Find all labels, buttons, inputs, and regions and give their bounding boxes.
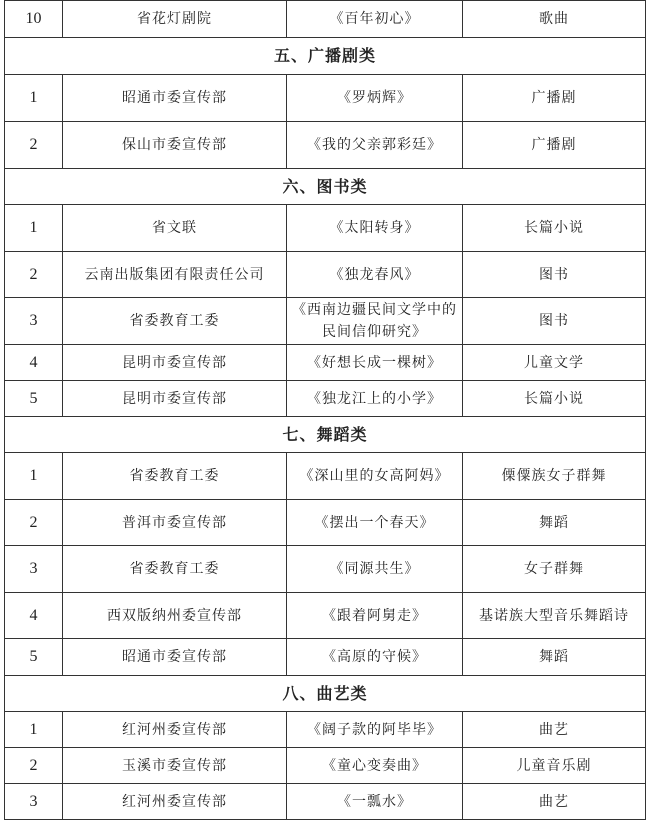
- row-number: 1: [5, 205, 63, 252]
- section-header-row: [5, 38, 646, 75]
- row-number: 3: [5, 298, 63, 345]
- row-number: 5: [5, 381, 63, 417]
- unit-cell: 昆明市委宣传部: [63, 381, 287, 417]
- row-number: 4: [5, 593, 63, 639]
- table-row: [5, 784, 646, 820]
- row-number: 5: [5, 639, 63, 676]
- table-row: [5, 500, 646, 546]
- section-header-row: [5, 417, 646, 453]
- category-cell: 舞蹈: [463, 639, 646, 676]
- table-row: [5, 639, 646, 676]
- section-heading: 六、图书类: [5, 169, 646, 205]
- table-row: [5, 593, 646, 639]
- work-title-cell: 《我的父亲郭彩廷》: [287, 122, 463, 169]
- category-cell: 长篇小说: [463, 381, 646, 417]
- work-title-cell: 《同源共生》: [287, 546, 463, 593]
- unit-cell: 省委教育工委: [63, 546, 287, 593]
- row-number: 10: [5, 1, 63, 38]
- work-title-cell: 《一瓢水》: [287, 784, 463, 820]
- category-cell: 图书: [463, 252, 646, 298]
- work-title-cell: 《百年初心》: [287, 1, 463, 38]
- work-title-cell: 《独龙春风》: [287, 252, 463, 298]
- row-number: 3: [5, 784, 63, 820]
- table-row: [5, 546, 646, 593]
- section-header-row: [5, 676, 646, 712]
- row-number: 1: [5, 453, 63, 500]
- table-row: [5, 453, 646, 500]
- category-cell: 歌曲: [463, 1, 646, 38]
- work-title-cell: 《高原的守候》: [287, 639, 463, 676]
- row-number: 1: [5, 712, 63, 748]
- table-row: [5, 1, 646, 38]
- table-row: [5, 712, 646, 748]
- section-heading: 五、广播剧类: [5, 38, 646, 75]
- unit-cell: 红河州委宣传部: [63, 784, 287, 820]
- category-cell: 基诺族大型音乐舞蹈诗: [463, 593, 646, 639]
- unit-cell: 昭通市委宣传部: [63, 75, 287, 122]
- category-cell: 儿童音乐剧: [463, 748, 646, 784]
- category-cell: 傈僳族女子群舞: [463, 453, 646, 500]
- table-row: [5, 748, 646, 784]
- table-row: [5, 298, 646, 345]
- category-cell: 曲艺: [463, 712, 646, 748]
- unit-cell: 省委教育工委: [63, 453, 287, 500]
- category-cell: 女子群舞: [463, 546, 646, 593]
- row-number: 2: [5, 748, 63, 784]
- work-title-cell: 《阔子款的阿毕毕》: [287, 712, 463, 748]
- row-number: 2: [5, 122, 63, 169]
- section-header-row: [5, 169, 646, 205]
- work-title-cell: 《西南边疆民间文学中的民间信仰研究》: [287, 298, 463, 345]
- unit-cell: 红河州委宣传部: [63, 712, 287, 748]
- table-row: [5, 345, 646, 381]
- category-cell: 儿童文学: [463, 345, 646, 381]
- unit-cell: 保山市委宣传部: [63, 122, 287, 169]
- row-number: 2: [5, 252, 63, 298]
- category-cell: 长篇小说: [463, 205, 646, 252]
- unit-cell: 省文联: [63, 205, 287, 252]
- category-cell: 舞蹈: [463, 500, 646, 546]
- row-number: 2: [5, 500, 63, 546]
- award-list-table: [4, 0, 646, 820]
- category-cell: 曲艺: [463, 784, 646, 820]
- work-title-cell: 《童心变奏曲》: [287, 748, 463, 784]
- row-number: 4: [5, 345, 63, 381]
- section-heading: 七、舞蹈类: [5, 417, 646, 453]
- table-row: [5, 122, 646, 169]
- category-cell: 图书: [463, 298, 646, 345]
- category-cell: 广播剧: [463, 122, 646, 169]
- row-number: 1: [5, 75, 63, 122]
- unit-cell: 西双版纳州委宣传部: [63, 593, 287, 639]
- table-row: [5, 381, 646, 417]
- table-row: [5, 75, 646, 122]
- work-title-cell: 《独龙江上的小学》: [287, 381, 463, 417]
- work-title-cell: 《罗炳辉》: [287, 75, 463, 122]
- work-title-cell: 《跟着阿舅走》: [287, 593, 463, 639]
- work-title-cell: 《太阳转身》: [287, 205, 463, 252]
- unit-cell: 昆明市委宣传部: [63, 345, 287, 381]
- unit-cell: 省委教育工委: [63, 298, 287, 345]
- unit-cell: 省花灯剧院: [63, 1, 287, 38]
- section-heading: 八、曲艺类: [5, 676, 646, 712]
- category-cell: 广播剧: [463, 75, 646, 122]
- unit-cell: 普洱市委宣传部: [63, 500, 287, 546]
- work-title-cell: 《深山里的女高阿妈》: [287, 453, 463, 500]
- unit-cell: 昭通市委宣传部: [63, 639, 287, 676]
- row-number: 3: [5, 546, 63, 593]
- unit-cell: 云南出版集团有限责任公司: [63, 252, 287, 298]
- table-row: [5, 252, 646, 298]
- work-title-cell: 《好想长成一棵树》: [287, 345, 463, 381]
- table-row: [5, 205, 646, 252]
- unit-cell: 玉溪市委宣传部: [63, 748, 287, 784]
- table-body: [5, 1, 646, 820]
- work-title-cell: 《摆出一个春天》: [287, 500, 463, 546]
